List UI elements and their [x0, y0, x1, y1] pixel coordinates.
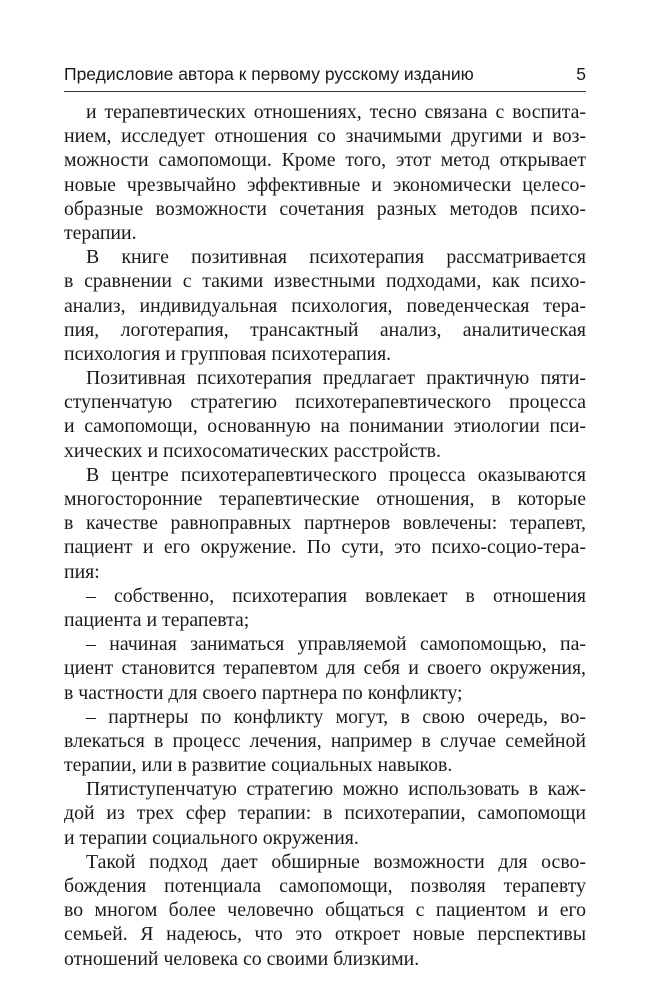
text-line: можности самопомощи. Кроме того, этот метод открывает [64, 149, 586, 172]
text-line: пациента и терапевта; [64, 608, 250, 631]
text-line: пия, логотерапия, трансактный анализ, аналитическая [64, 318, 586, 341]
text-line: пациент и его окружение. По сути, это психо-социо-тера- [64, 536, 586, 559]
paragraph [64, 100, 586, 245]
text-line: – партнеры по конфликту могут, в свою очередь, во- [86, 705, 586, 728]
paragraph [64, 705, 586, 778]
text-line: и терапевтических отношениях, тесно связана с воспита- [86, 101, 586, 123]
text-line: Пятиступенчатую стратегию можно использовать в каж- [86, 778, 586, 801]
text-line: влекаться в процесс лечения, например в случае семейной [64, 729, 586, 752]
paragraph [64, 245, 586, 366]
text-line: ступенчатую стратегию психотерапевтического процесса [64, 391, 586, 414]
text-line: хических и психосоматических расстройств. [64, 439, 441, 462]
running-header [64, 62, 586, 86]
text-line: пия: [64, 560, 100, 583]
text-line: в сравнении с такими известными подходами, как психо- [64, 270, 586, 293]
text-line: семьей. Я надеюсь, что это откроет новые перспективы [64, 923, 586, 946]
text-line: и терапии социального окружения. [64, 826, 359, 849]
text-line: циент становится терапевтом для себя и своего окружения, [64, 657, 586, 680]
text-line: в частности для своего партнера по конфликту; [64, 681, 463, 704]
text-line: анализ, индивидуальная психология, поведенческая тера- [64, 294, 586, 317]
text-line: бождения потенциала самопомощи, позволяя терапевту [64, 875, 586, 897]
text-line: – собственно, психотерапия вовлекает в отношения [86, 584, 586, 607]
paragraph [64, 366, 586, 463]
paragraph [64, 463, 586, 584]
text-line: в качестве равноправных партнеров вовлечены: терапевт, [64, 512, 586, 535]
header-rule [64, 91, 586, 92]
text-line: В книге позитивная психотерапия рассматривается [86, 246, 586, 269]
text-line: терапии, или в развитие социальных навыков. [64, 754, 453, 777]
text-line: отношений человека со своими близкими. [64, 947, 420, 970]
text-line: и самопомощи, основанную на понимании этиологии пси- [64, 415, 586, 438]
paragraph [64, 632, 586, 705]
text-line: многосторонние терапевтические отношения, в которые [64, 488, 586, 510]
body-text [64, 100, 586, 971]
paragraph [64, 584, 586, 632]
text-line: новые чрезвычайно эффективные и экономически целесо- [64, 173, 586, 196]
paragraph [64, 777, 586, 850]
text-line: В центре психотерапевтического процесса оказываются [86, 463, 586, 486]
text-line: Такой подход дает обширные возможности для осво- [86, 850, 586, 873]
running-title: Предисловие автора к первому русскому изданию [64, 64, 474, 84]
text-line: психология и групповая психотерапия. [64, 342, 392, 365]
text-line: – начиная заниматься управляемой самопомощью, па- [86, 633, 586, 656]
text-line: Позитивная психотерапия предлагает практичную пяти- [86, 367, 586, 390]
text-line: образные возможности сочетания разных методов психо- [64, 197, 586, 220]
text-line: во многом более человечно общаться с пациентом и его [64, 899, 586, 922]
page-number: 5 [576, 64, 586, 84]
text-line: терапии. [64, 221, 137, 244]
text-line: дой из трех сфер терапии: в психотерапии, самопомощи [64, 802, 586, 825]
paragraph [64, 850, 586, 971]
text-line: нием, исследует отношения со значимыми другими и воз- [64, 125, 586, 148]
